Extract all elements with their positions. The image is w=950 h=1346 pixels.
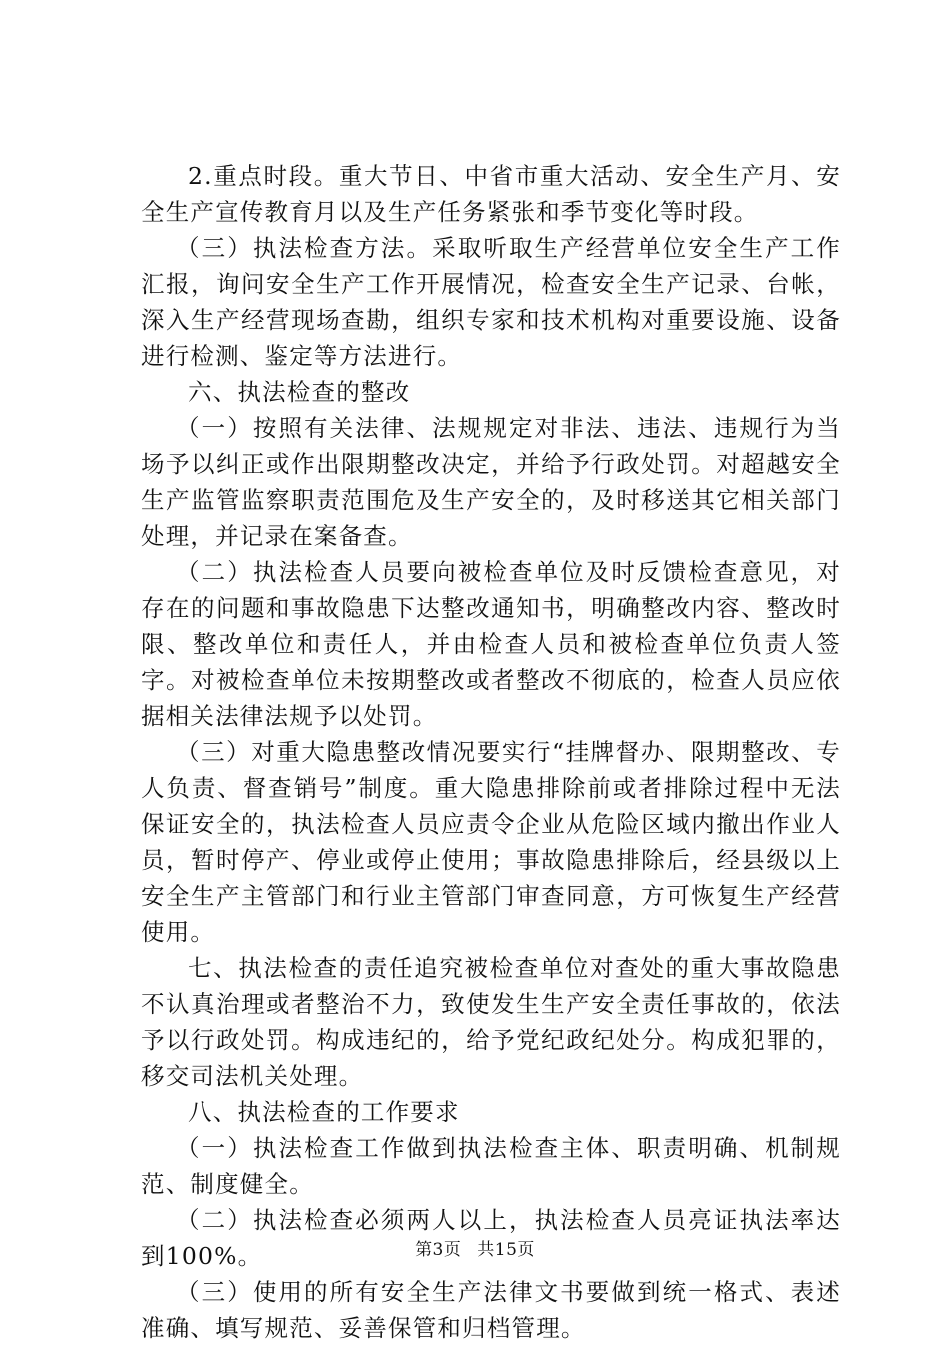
paragraph-rectification-2: （二）执法检查人员要向被检查单位及时反馈检查意见，对存在的问题和事故隐患下达整改通知书，明确整改内容、整改时限、整改单位和责任人，并由检查人员和被检查单位负责人签字。对被检查单位未按期整改或者整改不彻底的，检查人员应依据相关法律法规予以处罚。 bbox=[141, 558, 841, 730]
paragraph-requirement-3: （三）使用的所有安全生产法律文书要做到统一格式、表述准确、填写规范、妥善保管和归档管理。 bbox=[141, 1278, 841, 1342]
section-heading-rectification: 六、执法检查的整改 bbox=[188, 378, 411, 406]
page-footer bbox=[0, 1238, 950, 1262]
paragraph-requirement-2: （二）执法检查必须两人以上，执法检查人员亮证执法率达到100%。 bbox=[141, 1206, 841, 1270]
paragraph-key-periods: 2.重点时段。重大节日、中省市重大活动、安全生产月、安全生产宣传教育月以及生产任务紧张和季节变化等时段。 bbox=[141, 162, 841, 226]
page-number: 第3页 bbox=[415, 1240, 462, 1260]
page-total: 共15页 bbox=[477, 1240, 535, 1260]
paragraph-rectification-3: （三）对重大隐患整改情况要实行“挂牌督办、限期整改、专人负责、督查销号”制度。重大隐患排除前或者排除过程中无法保证安全的，执法检查人员应责令企业从危险区域内撤出作业人员，暂时停产、停业或停止使用；事故隐患排除后，经县级以上安全生产主管部门和行业主管部门审查同意，方可恢复生产经营使用。 bbox=[141, 738, 841, 946]
document-body bbox=[141, 158, 841, 1346]
section-accountability: 七、执法检查的责任追究被检查单位对查处的重大事故隐患不认真治理或者整治不力，致使发生生产安全责任事故的，依法予以行政处罚。构成违纪的，给予党纪政纪处分。构成犯罪的，移交司法机关处理。 bbox=[141, 954, 841, 1090]
paragraph-inspection-methods: （三）执法检查方法。采取听取生产经营单位安全生产工作汇报，询问安全生产工作开展情况，检查安全生产记录、台帐，深入生产经营现场查勘，组织专家和技术机构对重要设施、设备进行检测、鉴定等方法进行。 bbox=[141, 234, 841, 370]
section-heading-work-requirements: 八、执法检查的工作要求 bbox=[188, 1098, 460, 1126]
paragraph-rectification-1: （一）按照有关法律、法规规定对非法、违法、违规行为当场予以纠正或作出限期整改决定，并给予行政处罚。对超越安全生产监管监察职责范围危及生产安全的，及时移送其它相关部门处理，并记录在案备查。 bbox=[141, 414, 841, 550]
paragraph-requirement-1: （一）执法检查工作做到执法检查主体、职责明确、机制规范、制度健全。 bbox=[141, 1134, 841, 1198]
